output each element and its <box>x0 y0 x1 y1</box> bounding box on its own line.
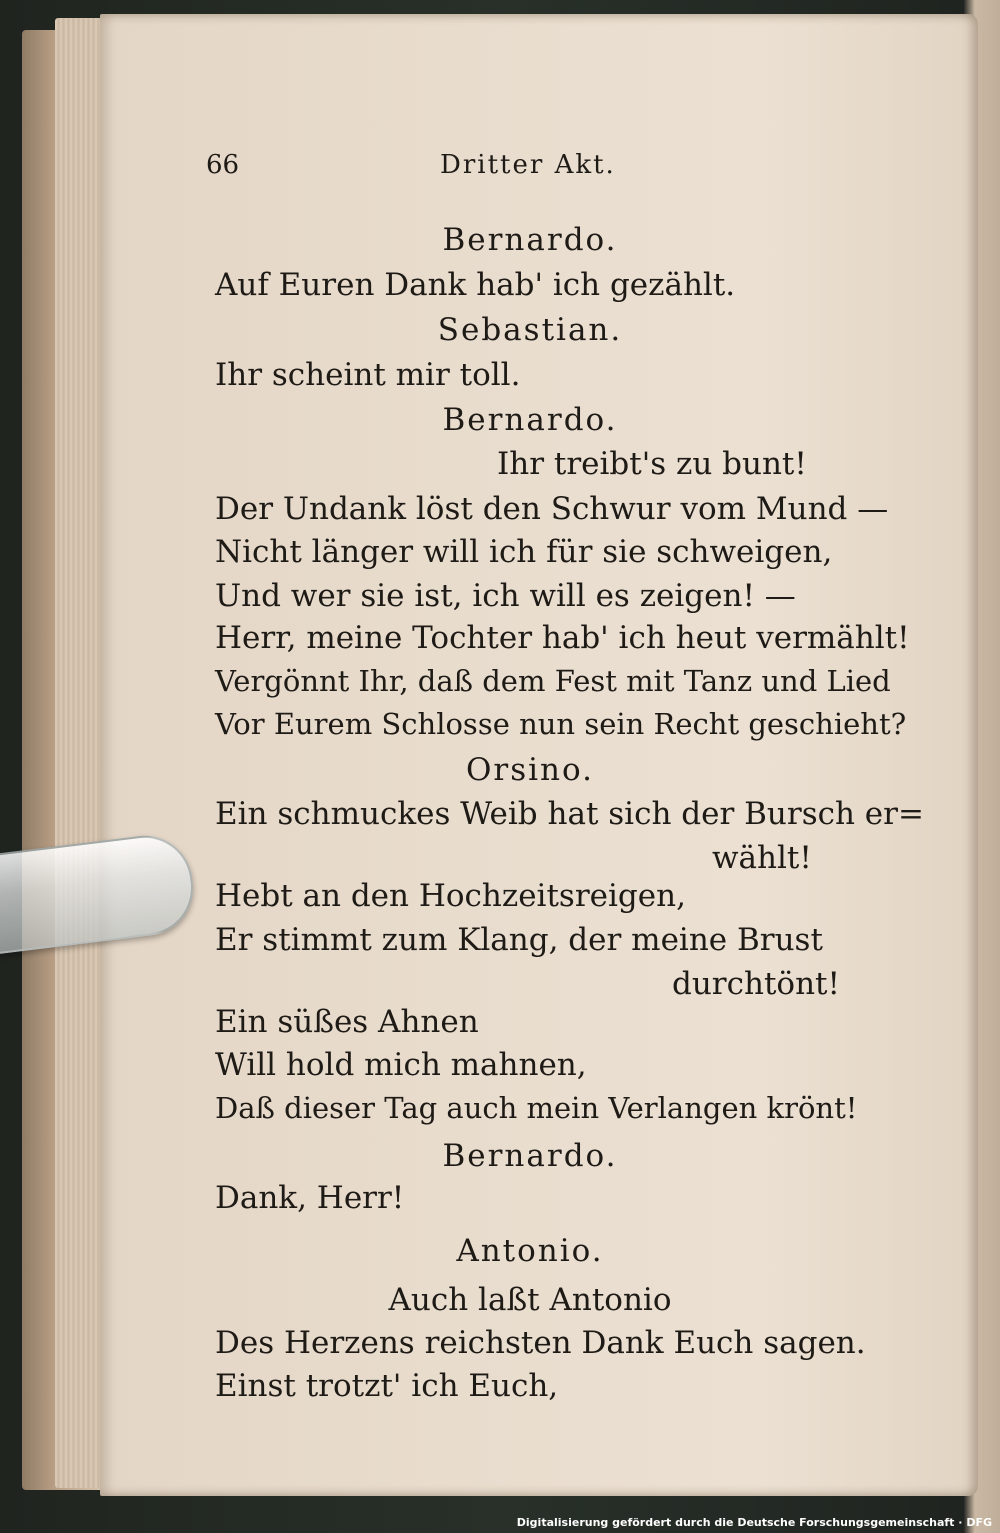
running-title: Dritter Akt. <box>440 150 616 180</box>
verse-line: Vor Eurem Schlosse nun sein Recht geschieht? <box>215 707 907 741</box>
verse-line: Der Undank löst den Schwur vom Mund — <box>215 491 889 527</box>
verse-line: Ihr scheint mir toll. <box>215 357 521 393</box>
verse-line: Nicht länger will ich für sie schweigen, <box>215 534 833 570</box>
speaker-label: Bernardo. <box>442 402 618 438</box>
verse-line: Und wer sie ist, ich will es zeigen! — <box>215 578 796 614</box>
verse-line: durchtönt! <box>672 966 840 1002</box>
verse-line: Ein schmuckes Weib hat sich der Bursch er= <box>215 796 924 832</box>
speaker-label: Orsino. <box>466 752 594 788</box>
verse-line: Ein süßes Ahnen <box>215 1004 479 1040</box>
credit-text: Digitalisierung gefördert durch die Deutsche Forschungsgemeinschaft <box>516 1516 955 1529</box>
verse-line: Will hold mich mahnen, <box>215 1047 587 1083</box>
verse-line: Ihr treibt's zu bunt! <box>497 446 807 482</box>
verse-line: Vergönnt Ihr, daß dem Fest mit Tanz und Lied <box>215 664 891 698</box>
verse-line: Auch laßt Antonio <box>388 1282 672 1318</box>
verse-line: wählt! <box>712 840 812 876</box>
dfg-logo: DFG <box>966 1516 992 1529</box>
verse-line: Auf Euren Dank hab' ich gezählt. <box>215 267 736 303</box>
verse-line: Daß dieser Tag auch mein Verlangen krönt! <box>215 1091 858 1125</box>
speaker-label: Bernardo. <box>442 222 618 258</box>
verse-line: Hebt an den Hochzeitsreigen, <box>215 878 686 914</box>
verse-line: Einst trotzt' ich Euch, <box>215 1368 559 1404</box>
verse-line: Dank, Herr! <box>215 1180 405 1216</box>
speaker-label: Bernardo. <box>442 1138 618 1174</box>
verse-line: Des Herzens reichsten Dank Euch sagen. <box>215 1325 866 1361</box>
speaker-label: Antonio. <box>456 1233 604 1269</box>
digitization-credit: Digitalisierung gefördert durch die Deutsche Forschungsgemeinschaft · DFG <box>516 1516 992 1529</box>
verse-line: Er stimmt zum Klang, der meine Brust <box>215 922 823 958</box>
speaker-label: Sebastian. <box>437 312 623 348</box>
verse-line: Herr, meine Tochter hab' ich heut vermählt! <box>215 620 910 656</box>
page-number: 66 <box>206 150 240 180</box>
